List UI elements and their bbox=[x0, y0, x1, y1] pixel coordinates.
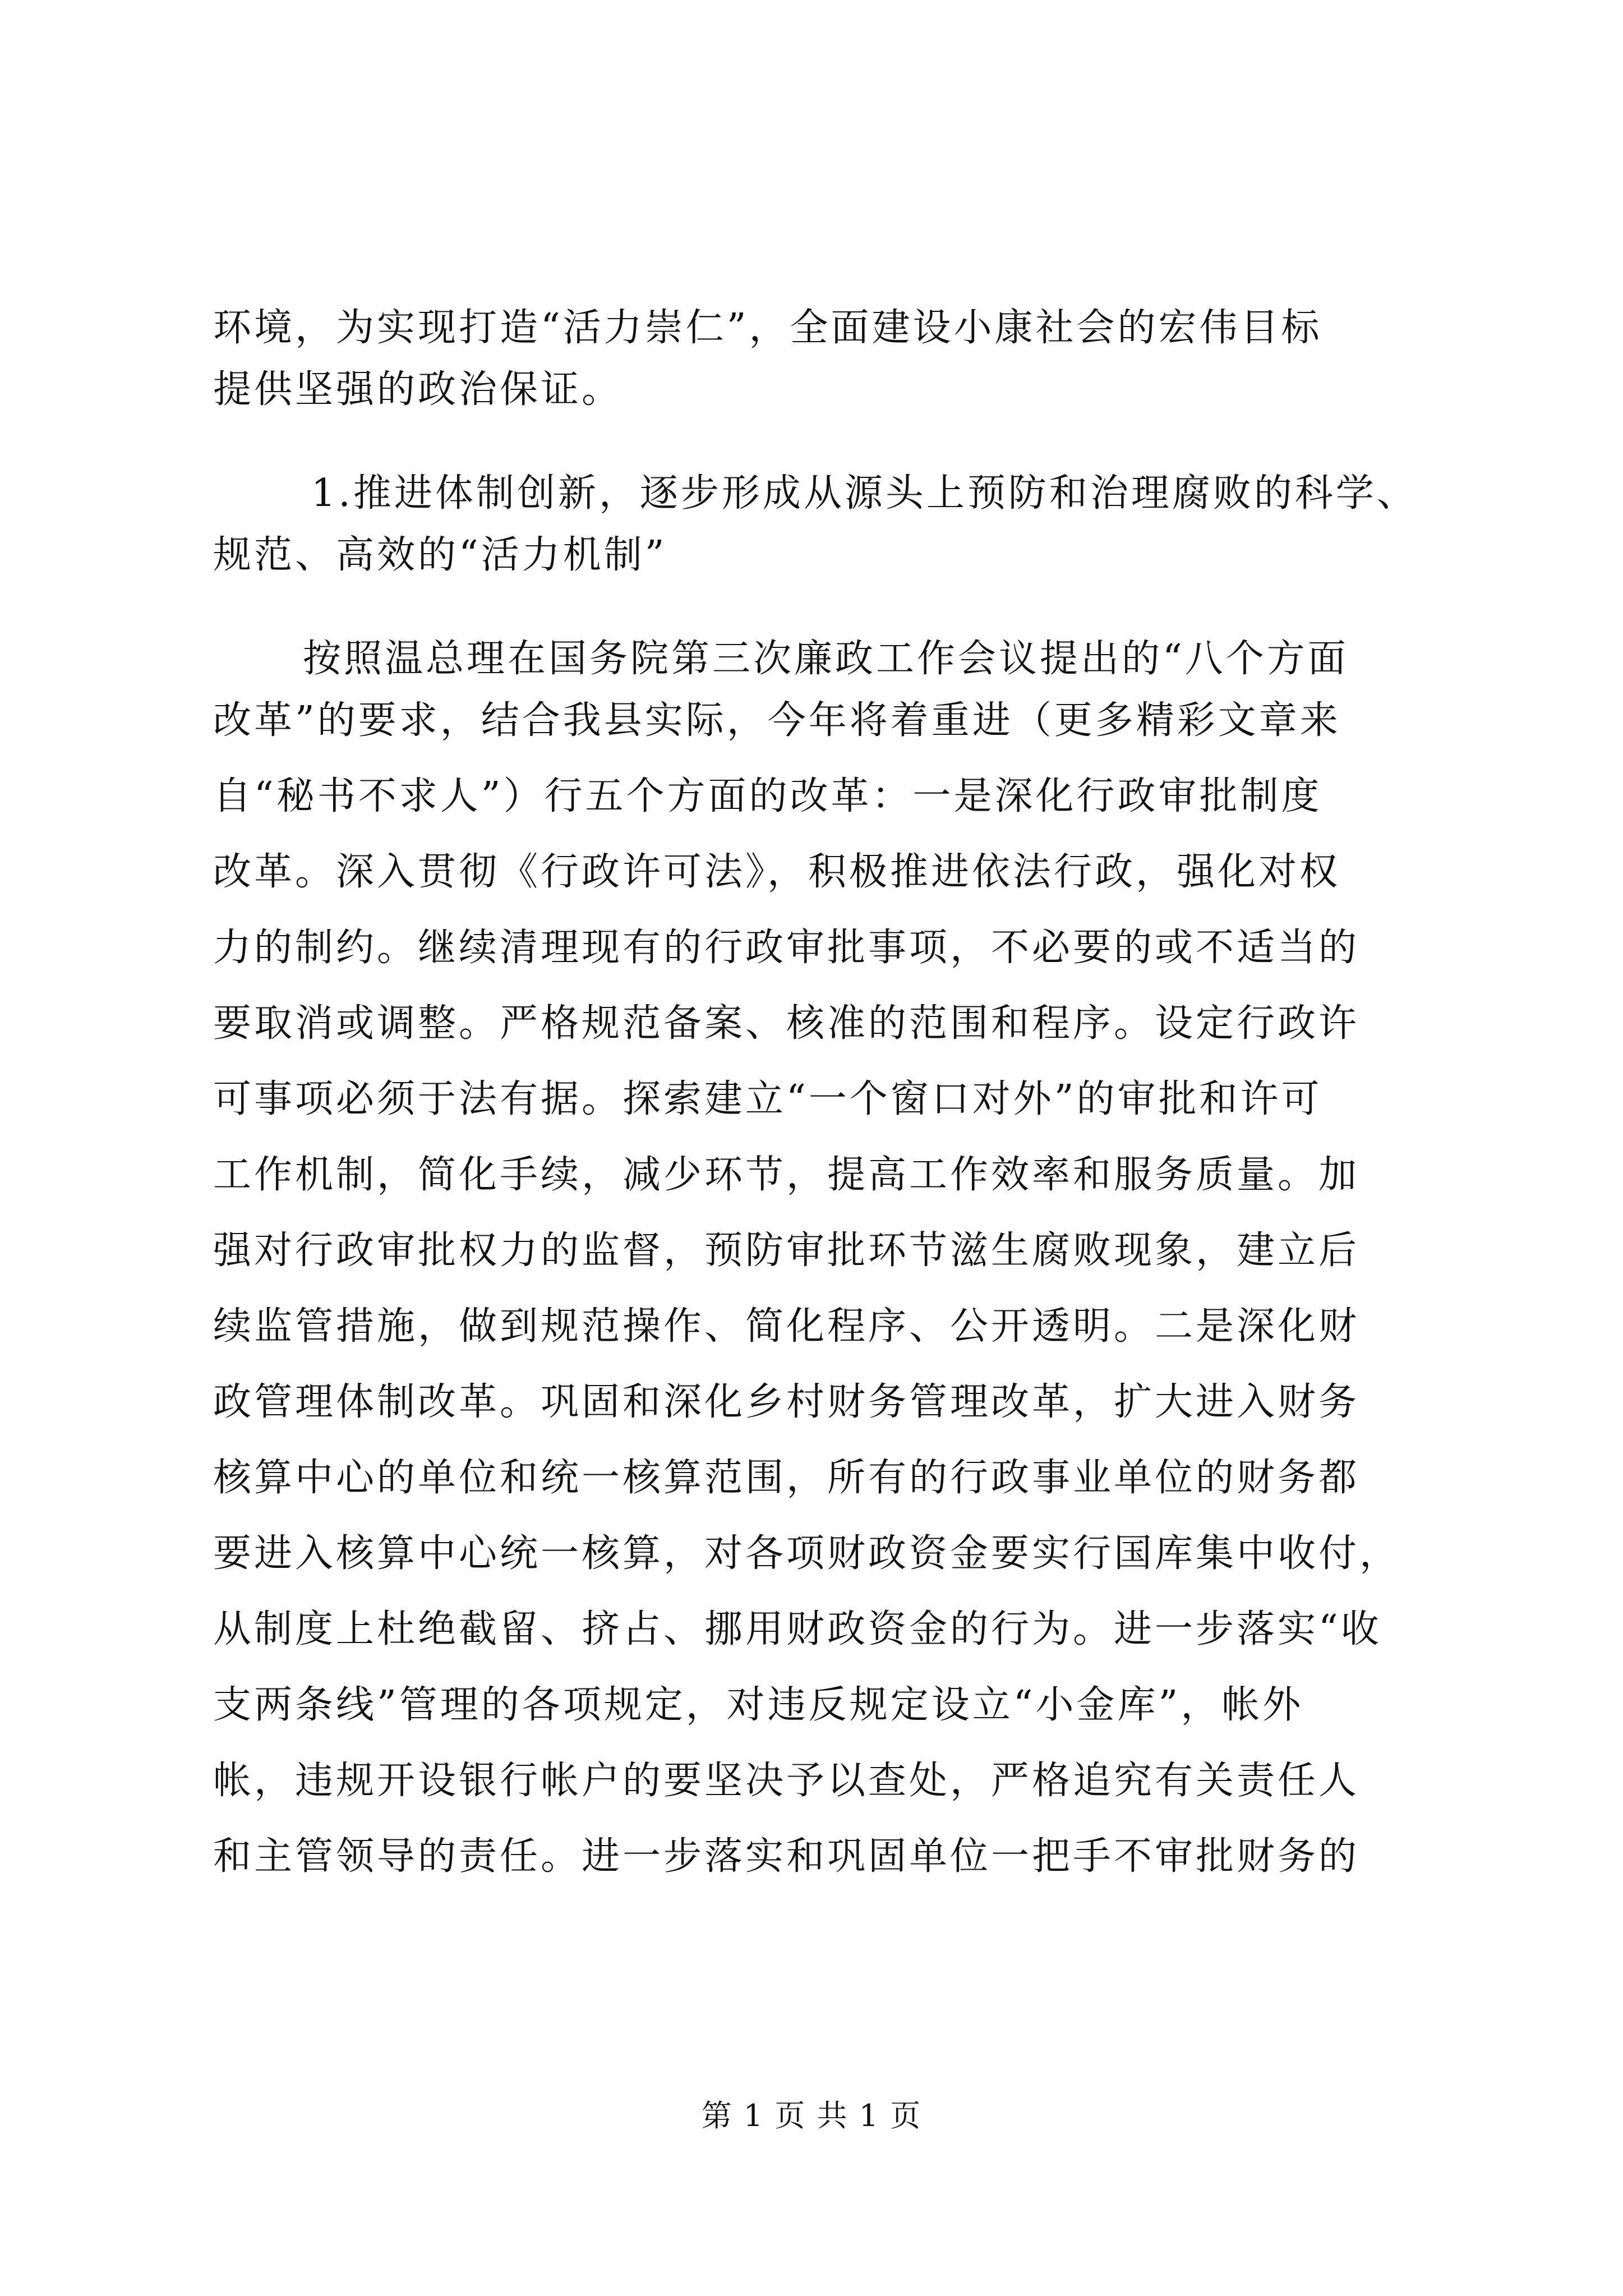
text-line: 强对行政审批权力的监督，预防审批环节滋生腐败现象，建立后 bbox=[213, 1228, 1360, 1273]
text-line: 力的制约。继续清理现有的行政审批事项，不必要的或不适当的 bbox=[213, 926, 1360, 970]
text-line: 和主管领导的责任。进一步落实和巩固单位一把手不审批财务的 bbox=[213, 1834, 1360, 1879]
text-line: 支两条线”管理的各项规定，对违反规定设立“小金库”，帐外 bbox=[213, 1683, 1304, 1727]
text-line: 改革”的要求，结合我县实际，今年将着重进（更多精彩文章来 bbox=[213, 698, 1341, 743]
section-heading-line: 1.推进体制创新，逐步形成从源头上预防和治理腐败的科学、 bbox=[311, 471, 1418, 516]
text-line: 工作机制，简化手续，减少环节，提高工作效率和服务质量。加 bbox=[213, 1153, 1360, 1197]
paragraph-first-line: 按照温总理在国务院第三次廉政工作会议提出的“八个方面 bbox=[303, 637, 1349, 681]
text-line: 要取消或调整。严格规范备案、核准的范围和程序。设定行政许 bbox=[213, 1001, 1360, 1046]
text-line: 可事项必须于法有据。探索建立“一个窗口对外”的审批和许可 bbox=[213, 1077, 1322, 1121]
text-line: 核算中心的单位和统一核算范围，所有的行政事业单位的财务都 bbox=[213, 1456, 1360, 1500]
text-line: 帐，违规开设银行帐户的要坚决予以查处，严格追究有关责任人 bbox=[213, 1759, 1360, 1803]
section-heading-line: 规范、高效的“活力机制” bbox=[213, 533, 667, 577]
text-line: 自“秘书不求人”）行五个方面的改革：一是深化行政审批制度 bbox=[213, 774, 1322, 818]
text-line: 改革。深入贯彻《行政许可法》，积极推进依法行政，强化对权 bbox=[213, 850, 1341, 894]
text-line: 提供坚强的政治保证。 bbox=[213, 367, 623, 412]
text-line: 环境，为实现打造“活力崇仁”，全面建设小康社会的宏伟目标 bbox=[213, 306, 1322, 350]
text-line: 政管理体制改革。巩固和深化乡村财务管理改革，扩大进入财务 bbox=[213, 1380, 1360, 1424]
text-line: 要进入核算中心统一核算，对各项财政资金要实行国库集中收付， bbox=[213, 1531, 1401, 1576]
text-line: 续监管措施，做到规范操作、简化程序、公开透明。二是深化财 bbox=[213, 1304, 1360, 1349]
text-line: 从制度上杜绝截留、挤占、挪用财政资金的行为。进一步落实“收 bbox=[213, 1607, 1382, 1651]
page-footer: 第 1 页 共 1 页 bbox=[701, 2098, 922, 2133]
